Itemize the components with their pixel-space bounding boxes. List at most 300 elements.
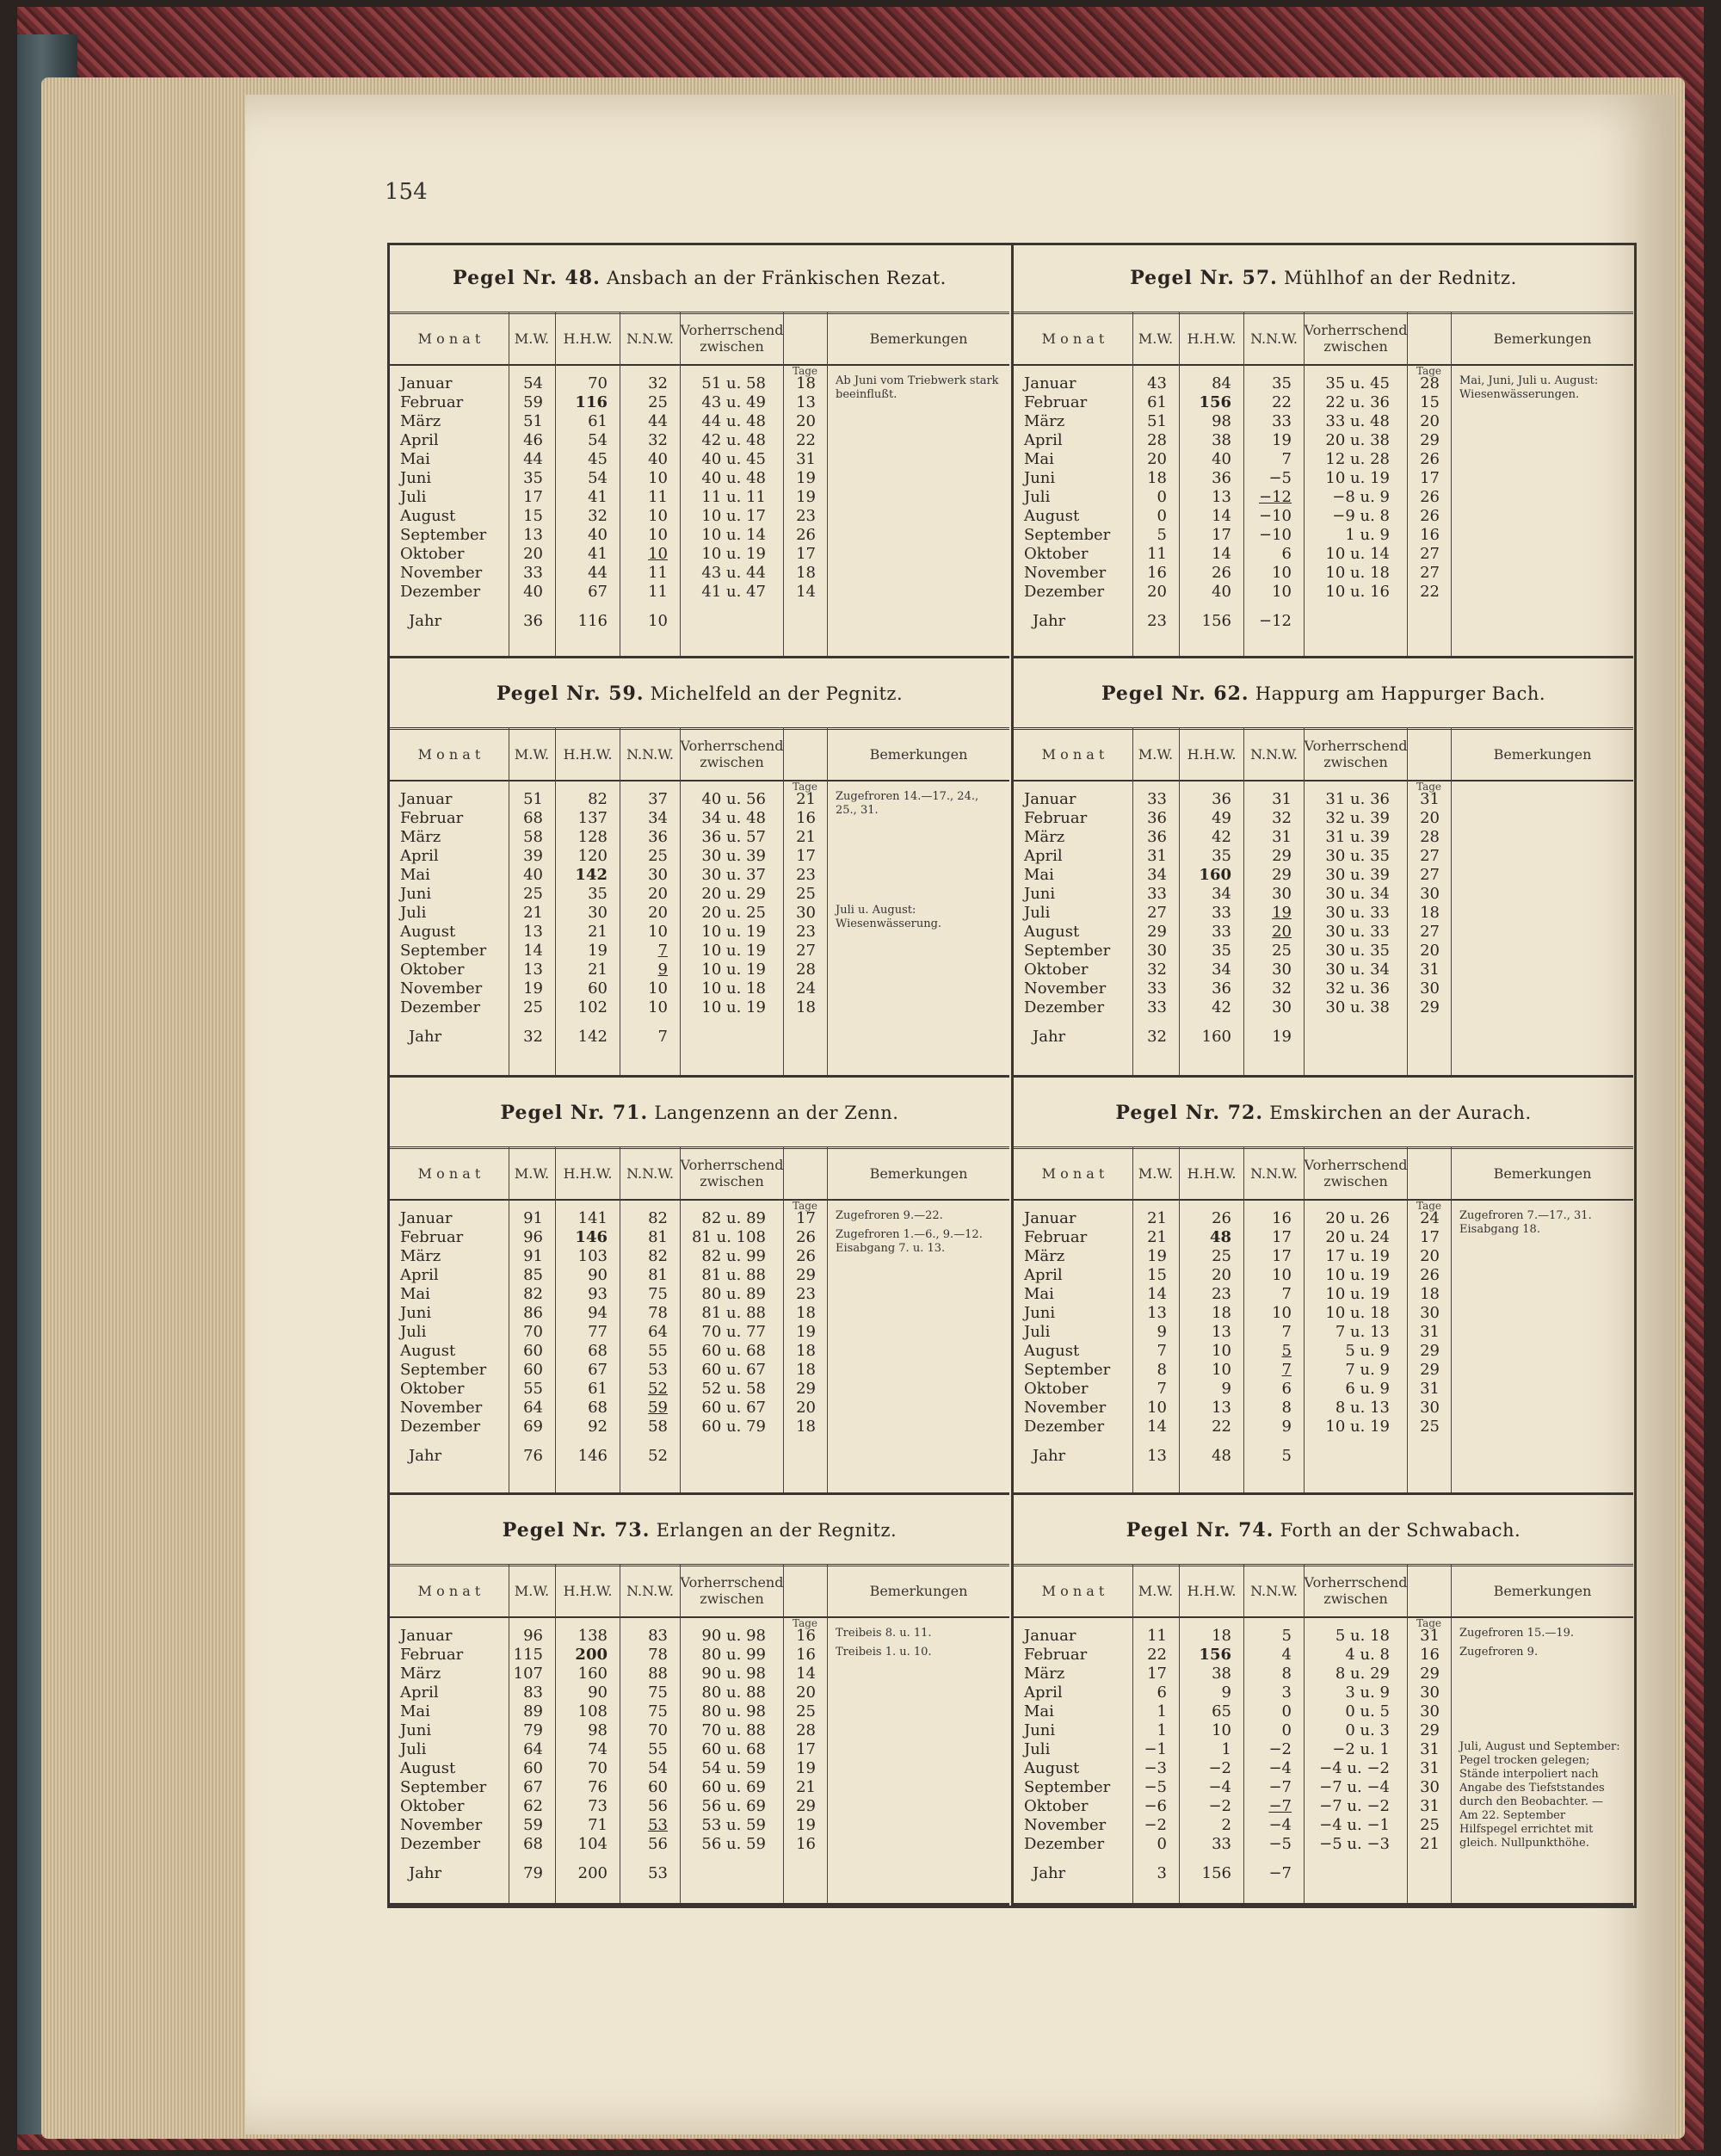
cell-tage: 29 (1420, 1665, 1440, 1683)
cell-mw: 33 (1147, 790, 1167, 808)
table-row (1014, 1285, 1633, 1304)
cell-tage: 29 (1420, 998, 1440, 1016)
cell-hhw: 23 (1212, 1285, 1231, 1303)
cell-nnw: 25 (648, 847, 668, 865)
cell-tage: 31 (1420, 1627, 1440, 1645)
cell-vor: −4 u. −2 (1319, 1759, 1390, 1777)
header-mw: M.W. (514, 1164, 550, 1182)
header-tage: Tage (1416, 781, 1442, 793)
cell-vor: 5 u. 18 (1335, 1627, 1390, 1645)
cell-vor: 60 u. 69 (701, 1778, 766, 1796)
month-name: Dezember (1024, 1835, 1105, 1853)
rule-top (390, 312, 1009, 314)
cell-vor: 60 u. 67 (701, 1361, 766, 1379)
table-row (1014, 998, 1633, 1017)
cell-nnw: −7 (1268, 1797, 1292, 1815)
cell-nnw: −4 (1268, 1816, 1292, 1834)
cell-mw: 58 (523, 828, 543, 846)
month-name: Dezember (1024, 1418, 1105, 1436)
table-row (1014, 923, 1633, 942)
cell-mw: 25 (523, 885, 543, 903)
cell-vor: 3 u. 9 (1345, 1683, 1390, 1702)
month-name: Dezember (400, 1418, 481, 1436)
cell-mw: 0 (1157, 1835, 1167, 1853)
cell-vor: 1 u. 9 (1345, 526, 1390, 544)
month-name: Februar (1024, 1228, 1088, 1246)
cell-hhw: 40 (588, 526, 608, 544)
cell-mw: 27 (1147, 904, 1167, 922)
cell-nnw: 82 (648, 1247, 668, 1265)
cell-mw: 70 (523, 1323, 543, 1341)
cell-tage: 25 (1420, 1418, 1440, 1436)
header-vorherrschend: Vorherrschend zwischen (680, 738, 784, 770)
remark-text: Juli u. August: Wiesenwässerung. (836, 904, 942, 930)
cell-hhw: 33 (1212, 1835, 1231, 1853)
remark-text: Mai, Juni, Juli u. August: Wiesenwässerungen. (1459, 374, 1599, 401)
cell-hhw: 10 (1212, 1342, 1231, 1360)
cell-nnw: 7 (1281, 1285, 1292, 1303)
cell-vor: 82 u. 99 (701, 1247, 766, 1265)
cell-vor: 40 u. 56 (701, 790, 766, 808)
cell-mw: −2 (1144, 1816, 1167, 1834)
month-name: November (400, 1399, 483, 1417)
cell-tage: 26 (1420, 1266, 1440, 1284)
cell-mw: 55 (523, 1380, 543, 1398)
cell-mw: 9 (1157, 1323, 1167, 1341)
cell-hhw: 104 (577, 1835, 608, 1853)
cell-nnw: 52 (648, 1380, 668, 1398)
gauge-title (1014, 1102, 1633, 1124)
month-name: Juli (1024, 488, 1051, 506)
gauge-title (390, 683, 1009, 705)
header-bemerkungen: Bemerkungen (1493, 330, 1592, 347)
cell-tage: 30 (1420, 1702, 1440, 1720)
cell-tage: 13 (796, 393, 816, 411)
cell-hhw: 82 (588, 790, 608, 808)
header-bemerkungen: Bemerkungen (869, 745, 968, 763)
cell-nnw: 54 (648, 1759, 668, 1777)
month-name: April (400, 1266, 439, 1284)
cell-hhw: 49 (1212, 809, 1231, 827)
jahr-hhw: 142 (577, 1028, 608, 1046)
month-name: Dezember (1024, 583, 1105, 601)
cell-mw: 107 (513, 1665, 543, 1683)
month-name: März (1024, 1665, 1065, 1683)
cell-vor: 42 u. 48 (701, 431, 766, 449)
cell-mw: 16 (1147, 564, 1167, 582)
header-hhw: H.H.W. (1187, 1164, 1237, 1182)
table-row (390, 564, 1009, 583)
header-tage: Tage (1416, 365, 1442, 377)
cell-vor: 41 u. 47 (701, 583, 766, 601)
month-name: Februar (400, 809, 464, 827)
table-row (1014, 961, 1633, 979)
cell-vor: 10 u. 14 (701, 526, 766, 544)
cell-tage: 30 (1420, 885, 1440, 903)
jahr-nnw: 10 (648, 612, 668, 630)
cell-nnw: 58 (648, 1418, 668, 1436)
month-name: Januar (400, 790, 453, 808)
cell-tage: 17 (796, 847, 816, 865)
month-name: April (1024, 431, 1063, 449)
month-name: November (400, 1816, 483, 1834)
cell-nnw: 25 (648, 393, 668, 411)
gauge-number: Pegel Nr. 57. (1130, 267, 1278, 289)
cell-mw: 60 (523, 1361, 543, 1379)
month-name: April (400, 1683, 439, 1702)
cell-mw: 11 (1147, 545, 1167, 563)
cell-nnw: 37 (648, 790, 668, 808)
cell-hhw: 41 (588, 488, 608, 506)
cell-tage: 29 (1420, 431, 1440, 449)
table-row (390, 1380, 1009, 1399)
month-name: April (1024, 847, 1063, 865)
cell-vor: 81 u. 88 (701, 1304, 766, 1322)
cell-vor: 30 u. 34 (1325, 885, 1390, 903)
cell-hhw: 9 (1221, 1683, 1231, 1702)
table-row (1014, 866, 1633, 885)
cell-tage: 28 (1420, 374, 1440, 392)
cell-nnw: 11 (648, 488, 668, 506)
cell-nnw: −10 (1259, 507, 1292, 525)
table-row (1014, 1266, 1633, 1285)
month-name: Dezember (400, 998, 481, 1016)
cell-tage: 16 (796, 809, 816, 827)
cell-mw: 33 (1147, 998, 1167, 1016)
header-monat: M o n a t (1041, 330, 1105, 347)
cell-tage: 14 (796, 1665, 816, 1683)
jahr-hhw: 160 (1201, 1028, 1231, 1046)
cell-vor: 10 u. 18 (1325, 1304, 1390, 1322)
table-row (1014, 1683, 1633, 1702)
gauge-number: Pegel Nr. 72. (1115, 1102, 1263, 1124)
month-name: November (1024, 1399, 1107, 1417)
month-name: Oktober (400, 545, 465, 563)
cell-hhw: 34 (1212, 885, 1231, 903)
month-name: Mai (1024, 1285, 1054, 1303)
cell-vor: 60 u. 67 (701, 1399, 766, 1417)
cell-nnw: 25 (1272, 942, 1292, 960)
cell-tage: 26 (1420, 507, 1440, 525)
table-row (1014, 1323, 1633, 1342)
header-monat: M o n a t (417, 745, 481, 763)
cell-vor: 40 u. 48 (701, 469, 766, 487)
rule-header (1014, 364, 1633, 366)
cell-vor: 30 u. 34 (1325, 961, 1390, 979)
table-row (1014, 1342, 1633, 1361)
table-row (1014, 1380, 1633, 1399)
cell-nnw: 55 (648, 1342, 668, 1360)
cell-nnw: 30 (1272, 998, 1292, 1016)
cell-tage: 30 (1420, 979, 1440, 998)
gauge-number: Pegel Nr. 48. (453, 267, 601, 289)
gauge-table (1014, 1498, 1633, 1906)
cell-nnw: 81 (648, 1228, 668, 1246)
cell-hhw: 90 (588, 1683, 608, 1702)
cell-hhw: 146 (575, 1228, 608, 1246)
month-name: Februar (1024, 393, 1088, 411)
table-row (1014, 979, 1633, 998)
cell-mw: 1 (1157, 1702, 1167, 1720)
cell-mw: 20 (1147, 583, 1167, 601)
month-name: März (1024, 412, 1065, 430)
cell-vor: 10 u. 19 (701, 961, 766, 979)
cell-hhw: 41 (588, 545, 608, 563)
cell-tage: 17 (1420, 469, 1440, 487)
rule-header (1014, 1199, 1633, 1201)
cell-vor: 10 u. 19 (1325, 1418, 1390, 1436)
cell-vor: 80 u. 99 (701, 1646, 766, 1664)
cell-hhw: 156 (1199, 1646, 1231, 1664)
cell-nnw: 78 (648, 1646, 668, 1664)
cell-hhw: 160 (577, 1665, 608, 1683)
cell-nnw: 30 (1272, 885, 1292, 903)
gauge-place: Forth an der Schwabach. (1280, 1520, 1521, 1541)
cell-hhw: 102 (577, 998, 608, 1016)
cell-nnw: 31 (1272, 828, 1292, 846)
jahr-hhw: 146 (577, 1447, 608, 1465)
cell-nnw: 88 (648, 1665, 668, 1683)
cell-vor: 43 u. 49 (701, 393, 766, 411)
jahr-hhw: 156 (1201, 612, 1231, 630)
month-name: Februar (400, 1646, 464, 1664)
rule-header (390, 1616, 1009, 1618)
cell-nnw: 7 (1281, 1361, 1292, 1379)
cell-vor: 11 u. 11 (701, 488, 766, 506)
table-row (1014, 469, 1633, 488)
gauge-place: Ansbach an der Fränkischen Rezat. (606, 268, 947, 288)
month-name: Juni (1024, 885, 1056, 903)
cell-tage: 26 (1420, 450, 1440, 468)
header-monat: M o n a t (1041, 1164, 1105, 1182)
cell-tage: 16 (796, 1835, 816, 1853)
cell-hhw: 10 (1212, 1361, 1231, 1379)
cell-nnw: −5 (1268, 469, 1292, 487)
cell-tage: 30 (796, 904, 816, 922)
cell-tage: 31 (1420, 1380, 1440, 1398)
cell-tage: 16 (796, 1627, 816, 1645)
cell-mw: 28 (1147, 431, 1167, 449)
cell-hhw: 68 (588, 1399, 608, 1417)
header-mw: M.W. (1138, 745, 1174, 763)
cell-mw: 91 (523, 1247, 543, 1265)
rule-bottom (390, 1492, 1009, 1495)
cell-hhw: 108 (577, 1702, 608, 1720)
jahr-row (390, 1864, 1009, 1883)
gauge-number: Pegel Nr. 73. (502, 1519, 651, 1541)
cell-vor: 30 u. 33 (1325, 904, 1390, 922)
cell-tage: 23 (796, 923, 816, 941)
cell-mw: 25 (523, 998, 543, 1016)
table-row (390, 488, 1009, 507)
table-row (390, 885, 1009, 904)
cell-hhw: 92 (588, 1418, 608, 1436)
cell-hhw: 21 (588, 923, 608, 941)
jahr-row (1014, 1864, 1633, 1883)
jahr-label: Jahr (409, 1864, 442, 1882)
cell-vor: 35 u. 45 (1325, 374, 1390, 392)
cell-vor: 7 u. 13 (1335, 1323, 1390, 1341)
header-mw: M.W. (514, 745, 550, 763)
rule-bottom (390, 1075, 1009, 1078)
month-name: Oktober (1024, 1797, 1089, 1815)
header-bemerkungen: Bemerkungen (1493, 1582, 1592, 1599)
cell-vor: 4 u. 8 (1345, 1646, 1390, 1664)
cell-nnw: 29 (1272, 866, 1292, 884)
cell-mw: 13 (523, 923, 543, 941)
cell-vor: 10 u. 19 (701, 545, 766, 563)
month-name: Juni (400, 1304, 432, 1322)
jahr-hhw: 156 (1201, 1864, 1231, 1882)
table-row (1014, 809, 1633, 828)
cell-hhw: 1 (1221, 1740, 1231, 1758)
cell-nnw: −12 (1259, 488, 1292, 506)
table-row (1014, 885, 1633, 904)
rule-header (390, 1199, 1009, 1201)
remark-text: Ab Juni vom Triebwerk stark beeinflußt. (836, 374, 999, 401)
month-name: September (400, 1361, 487, 1379)
cell-nnw: 82 (648, 1209, 668, 1227)
cell-mw: 22 (1147, 1646, 1167, 1664)
cell-mw: 30 (1147, 942, 1167, 960)
cell-mw: 54 (523, 374, 543, 392)
cell-mw: 51 (523, 790, 543, 808)
cell-vor: 60 u. 79 (701, 1418, 766, 1436)
cell-mw: 20 (523, 545, 543, 563)
rule-top (1014, 727, 1633, 730)
table-row (1014, 1361, 1633, 1380)
cell-hhw: 54 (588, 431, 608, 449)
gauge-title (1014, 267, 1633, 289)
table-row (390, 866, 1009, 885)
header-monat: M o n a t (417, 1164, 481, 1182)
cell-hhw: 116 (575, 393, 608, 411)
cell-nnw: 53 (648, 1816, 668, 1834)
cell-nnw: 34 (648, 809, 668, 827)
cell-mw: 40 (523, 866, 543, 884)
cell-mw: −3 (1144, 1759, 1167, 1777)
cell-mw: 19 (523, 979, 543, 998)
cell-mw: 60 (523, 1759, 543, 1777)
table-row (390, 583, 1009, 602)
cell-hhw: 13 (1212, 488, 1231, 506)
cell-vor: 30 u. 35 (1325, 847, 1390, 865)
table-row (390, 1665, 1009, 1683)
cell-nnw: 32 (648, 431, 668, 449)
table-row (390, 1835, 1009, 1854)
cell-vor: 30 u. 35 (1325, 942, 1390, 960)
cell-tage: 27 (1420, 545, 1440, 563)
header-tage: Tage (1416, 1200, 1442, 1212)
cell-nnw: 60 (648, 1778, 668, 1796)
header-nnw: N.N.W. (626, 1582, 674, 1599)
cell-tage: 28 (796, 1721, 816, 1739)
header-hhw: H.H.W. (1187, 745, 1237, 763)
cell-tage: 31 (1420, 1797, 1440, 1815)
cell-vor: 90 u. 98 (701, 1627, 766, 1645)
header-bemerkungen: Bemerkungen (869, 1582, 968, 1599)
month-name: Juli (400, 1740, 427, 1758)
cell-tage: 29 (1420, 1342, 1440, 1360)
cell-vor: −2 u. 1 (1332, 1740, 1390, 1758)
rule-header (390, 364, 1009, 366)
table-row (1014, 1665, 1633, 1683)
month-name: Dezember (400, 583, 481, 601)
cell-hhw: 38 (1212, 431, 1231, 449)
table-row (1014, 1418, 1633, 1436)
cell-tage: 20 (796, 1399, 816, 1417)
month-name: Januar (400, 1209, 453, 1227)
cell-vor: 10 u. 19 (701, 923, 766, 941)
cell-nnw: 53 (648, 1361, 668, 1379)
header-vorherrschend: Vorherrschend zwischen (1304, 1574, 1408, 1607)
table-row (1014, 1304, 1633, 1323)
cell-hhw: 36 (1212, 790, 1231, 808)
cell-nnw: 19 (1272, 904, 1292, 922)
month-name: Januar (1024, 790, 1076, 808)
cell-nnw: 75 (648, 1702, 668, 1720)
cell-mw: 14 (1147, 1285, 1167, 1303)
cell-vor: 52 u. 58 (701, 1380, 766, 1398)
table-row (390, 1721, 1009, 1740)
cell-tage: 19 (796, 488, 816, 506)
cell-hhw: 30 (588, 904, 608, 922)
jahr-label: Jahr (409, 1447, 442, 1465)
month-name: Juli (400, 488, 427, 506)
cell-hhw: 67 (588, 1361, 608, 1379)
cell-tage: 18 (796, 1418, 816, 1436)
cell-tage: 18 (796, 564, 816, 582)
cell-tage: 19 (796, 469, 816, 487)
cell-tage: 27 (796, 942, 816, 960)
cell-hhw: 138 (577, 1627, 608, 1645)
cell-vor: 36 u. 57 (701, 828, 766, 846)
cell-hhw: 70 (588, 374, 608, 392)
jahr-label: Jahr (1033, 1028, 1066, 1046)
cell-tage: 26 (796, 526, 816, 544)
cell-nnw: 10 (648, 979, 668, 998)
cell-nnw: 10 (648, 998, 668, 1016)
table-row (390, 1342, 1009, 1361)
cell-vor: 30 u. 39 (1325, 866, 1390, 884)
cell-nnw: 75 (648, 1683, 668, 1702)
cell-nnw: 10 (648, 507, 668, 525)
cell-vor: 20 u. 25 (701, 904, 766, 922)
cell-hhw: 90 (588, 1266, 608, 1284)
cell-nnw: 7 (1281, 1323, 1292, 1341)
cell-vor: 44 u. 48 (701, 412, 766, 430)
month-name: Mai (1024, 450, 1054, 468)
cell-nnw: 9 (1281, 1418, 1292, 1436)
cell-nnw: 8 (1281, 1665, 1292, 1683)
cell-mw: 8 (1157, 1361, 1167, 1379)
month-name: April (400, 431, 439, 449)
cell-vor: 17 u. 19 (1325, 1247, 1390, 1265)
cell-vor: 10 u. 18 (1325, 564, 1390, 582)
cell-tage: 25 (1420, 1816, 1440, 1834)
cell-hhw: 18 (1212, 1627, 1231, 1645)
header-bemerkungen: Bemerkungen (1493, 745, 1592, 763)
cell-mw: 17 (523, 488, 543, 506)
cell-nnw: 6 (1281, 545, 1292, 563)
jahr-label: Jahr (409, 1028, 442, 1046)
gauge-table (1014, 245, 1633, 658)
cell-tage: 29 (1420, 1721, 1440, 1739)
cell-hhw: 70 (588, 1759, 608, 1777)
remark-text: Zugefroren 7.—17., 31. Eisabgang 18. (1459, 1209, 1592, 1236)
cell-hhw: 71 (588, 1816, 608, 1834)
cell-hhw: 54 (588, 469, 608, 487)
